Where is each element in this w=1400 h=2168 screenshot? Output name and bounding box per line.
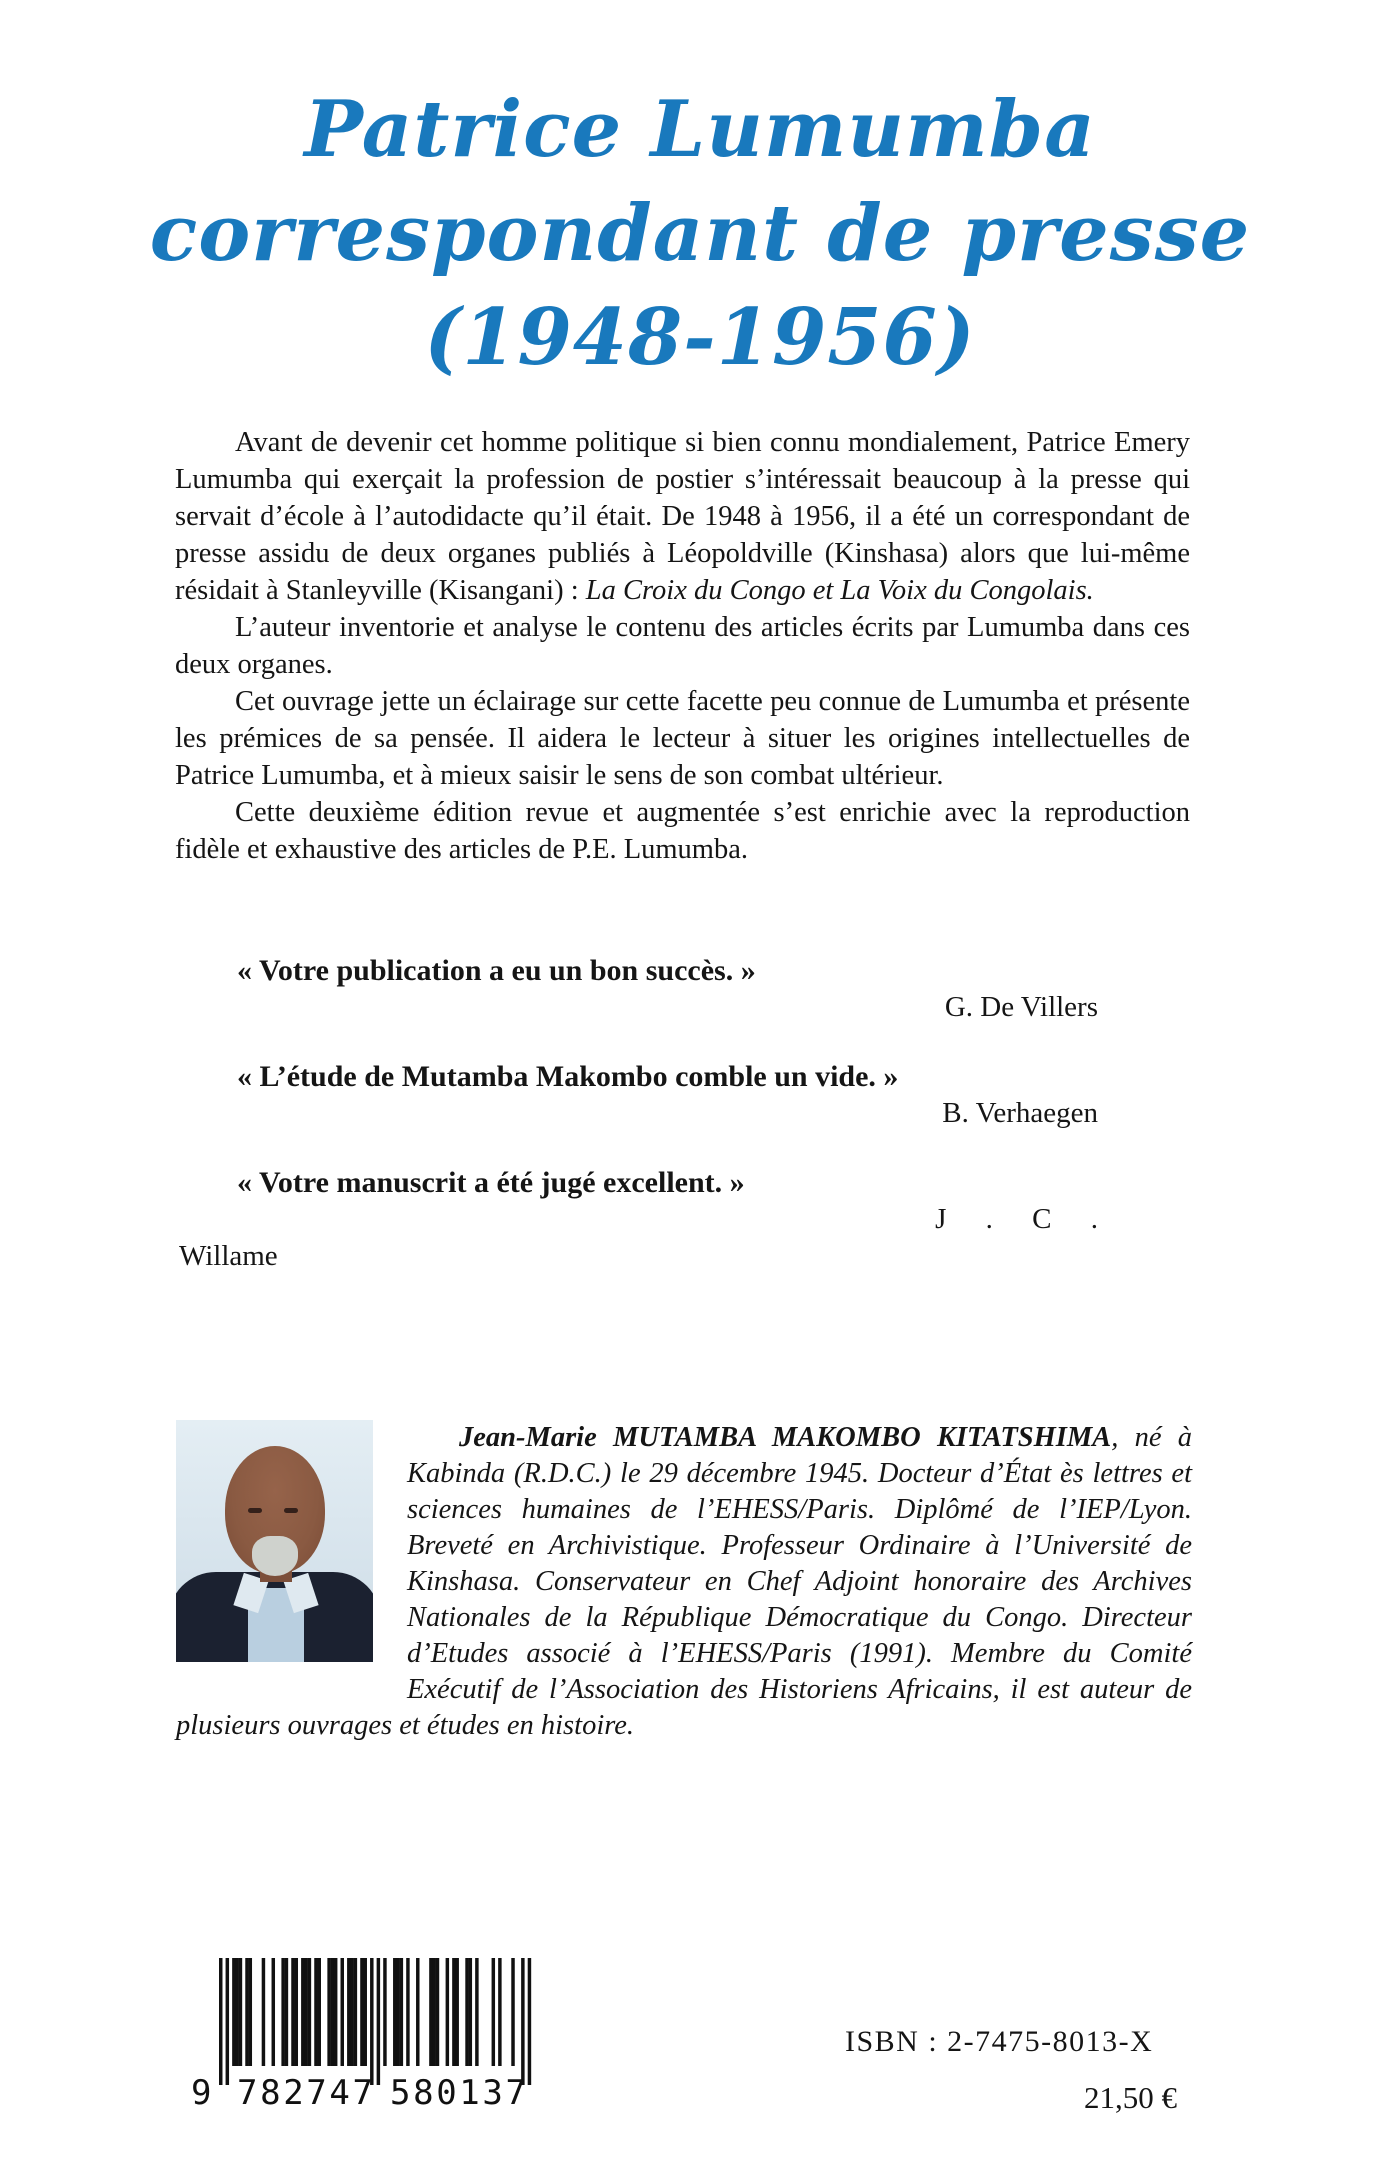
quote-3-attribution-line2: Willame: [179, 1240, 278, 1272]
synopsis-paragraph-1: [175, 424, 1190, 609]
synopsis-paragraph-1-italic-titles: La Croix du Congo et La Voix du Congolais.: [585, 575, 1094, 606]
ean-barcode: [185, 1958, 545, 2115]
book-title-line3: (1948-1956): [424, 292, 976, 383]
svg-text:782747: 782747: [237, 2073, 373, 2110]
quote-1-text: « Votre publication a eu un bon succès. »: [237, 954, 756, 987]
quote-1: [175, 952, 1190, 1026]
synopsis-paragraph-1-text: Avant de devenir cet homme politique si bien connu mondialement, Patrice Emery Lumumba qui exerçait la profession de postier s’intéressait beaucoup à la presse qui servait d’école à l’autodidacte qu’il était. De 1948 à 1956, il a été un correspondant de presse assidu de deux organes publiés à Léopoldville (Kinshasa) alors que lui-même résidait à Stanleyville (Kisangani) :: [175, 427, 1190, 606]
quote-3: [175, 1164, 1190, 1275]
synopsis-paragraph-2: L’auteur inventorie et analyse le contenu des articles écrits par Lumumba dans ces deux organes.: [175, 612, 1190, 680]
author-bio-text: , né à Kabinda (R.D.C.) le 29 décembre 1945. Docteur d’État ès lettres et sciences humaines de l’EHESS/Paris. Diplômé de l’IEP/Lyon. Breveté en Archivistique. Professeur Ordinaire à l’Université de Kinshasa. Conservateur en Chef Adjoint honoraire des Archives Nationales de la République Démocratique du Congo. Directeur d’Etudes associé à l’EHESS/Paris (1991). Membre du Comité Exécutif de l’Association des Historiens Africains, il est auteur de plusieurs ouvrages et études en histoire.: [176, 1422, 1192, 1741]
svg-text:580137: 580137: [390, 2073, 526, 2110]
photo-eye-left-shape: [248, 1508, 262, 1513]
barcode-bars: [185, 1958, 545, 2110]
quote-2: [175, 1058, 1190, 1132]
quote-2-attribution: B. Verhaegen: [942, 1097, 1098, 1129]
quote-3-attribution: J . C .: [935, 1203, 1098, 1235]
svg-text:9: 9: [191, 2073, 212, 2110]
quote-3-text: « Votre manuscrit a été jugé excellent. »: [237, 1166, 745, 1199]
isbn-text: ISBN : 2-7475-8013-X: [845, 2025, 1154, 2058]
synopsis-paragraph-3: Cet ouvrage jette un éclairage sur cette facette peu connue de Lumumba et présente les prémices de sa pensée. Il aidera le lecteur à situer les origines intellectuelles de Patrice Lumumba, et à mieux saisir le sens de son combat ultérieur.: [175, 686, 1190, 791]
author-name: Jean-Marie MUTAMBA MAKOMBO KITATSHIMA: [459, 1422, 1112, 1453]
book-title-line1: Patrice Lumumba: [304, 84, 1096, 175]
review-quotes: [175, 952, 1190, 1307]
quote-1-attribution: G. De Villers: [944, 991, 1098, 1023]
book-title: [0, 78, 1400, 390]
quote-2-text: « L’étude de Mutamba Makombo comble un vide. »: [237, 1060, 899, 1093]
book-title-line2: correspondant de presse: [149, 188, 1251, 279]
photo-beard-shape: [252, 1536, 298, 1576]
price-text: 21,50 €: [1084, 2080, 1177, 2115]
author-section: [176, 1420, 1192, 1744]
photo-eye-right-shape: [284, 1508, 298, 1513]
synopsis-paragraph-4: Cette deuxième édition revue et augmentée s’est enrichie avec la reproduction fidèle et exhaustive des articles de P.E. Lumumba.: [175, 797, 1190, 865]
author-photo: [176, 1420, 373, 1662]
synopsis: [175, 424, 1190, 868]
